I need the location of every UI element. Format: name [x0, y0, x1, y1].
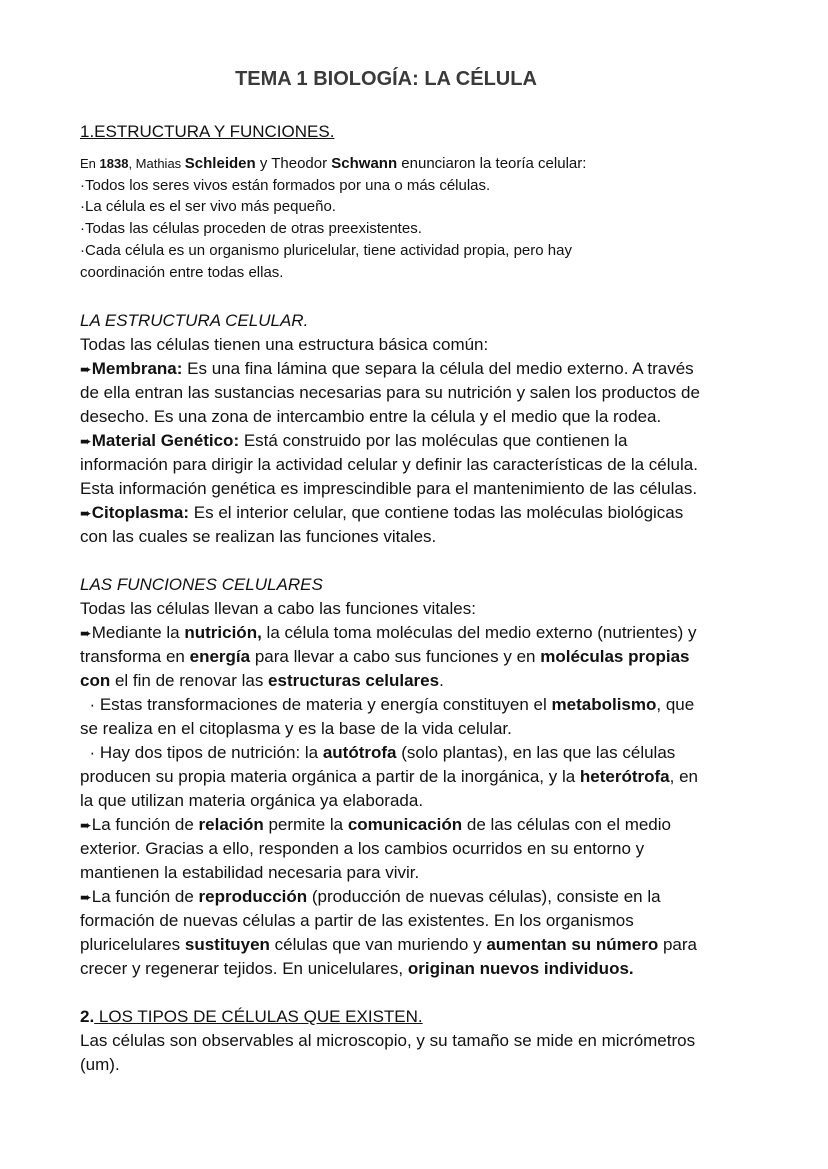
arrow-icon: ➨ — [80, 505, 92, 522]
cell-theory-point: ·La célula es el ser vivo más pequeño. — [80, 198, 336, 216]
section-2-text: Las células son observables al microscopio, y su tamaño se mide en micrómetros — [80, 1031, 696, 1051]
tipos-nutricion-line: · Hay dos tipos de nutrición: la autótrofa (solo plantas), en las que las células — [80, 743, 676, 763]
reproduccion-line: ➨La función de reproducción (producción de nuevas células), consiste en la — [80, 887, 661, 907]
nutricion-line: con el fin de renovar las estructuras celulares. — [80, 671, 444, 691]
arrow-icon: ➨ — [80, 817, 92, 834]
page-title: TEMA 1 BIOLOGÍA: LA CÉLULA — [235, 68, 537, 90]
membrana-line: de ella entran las sustancias necesarias para su nutrición y salen los productos de — [80, 383, 700, 403]
section-2 — [80, 1005, 745, 1077]
nutricion-line: ➨Mediante la nutrición, la célula toma moléculas del medio externo (nutrientes) y — [80, 623, 697, 643]
nutricion-line: transforma en energía para llevar a cabo sus funciones y en moléculas propias — [80, 647, 690, 667]
funciones-heading: LAS FUNCIONES CELULARES — [80, 575, 323, 595]
material-line: Esta información genética es imprescindible para el mantenimiento de las células. — [80, 479, 698, 499]
relacion-line: exterior. Gracias a ello, responden a los cambios ocurridos en su entorno y — [80, 839, 645, 859]
estructura-section — [80, 309, 745, 549]
material-line: información para dirigir la actividad celular y definir las características de la célula. — [80, 455, 698, 475]
metabolismo-line: · Estas transformaciones de materia y energía constituyen el metabolismo, que — [80, 695, 695, 715]
cell-theory-paragraph — [80, 153, 745, 283]
funciones-intro: Todas las células llevan a cabo las funciones vitales: — [80, 599, 476, 619]
citoplasma-line: ➨Citoplasma: Es el interior celular, que contiene todas las moléculas biológicas — [80, 503, 684, 523]
tipos-nutricion-line: producen su propia materia orgánica a partir de la inorgánica, y la heterótrofa, en — [80, 767, 698, 787]
reproduccion-line: formación de nuevas células a partir de las existentes. En los organismos — [80, 911, 634, 931]
tipos-nutricion-line: la que utilizan materia orgánica ya elaborada. — [80, 791, 424, 811]
cell-theory-point: coordinación entre todas ellas. — [80, 263, 284, 281]
membrana-line: ➨Membrana: Es una fina lámina que separa la célula del medio externo. A través — [80, 359, 694, 379]
arrow-icon: ➨ — [80, 889, 92, 906]
funciones-section — [80, 573, 745, 981]
relacion-line: mantienen la estabilidad necesaria para vivir. — [80, 863, 420, 883]
section-2-text: (um). — [80, 1055, 120, 1075]
estructura-heading: LA ESTRUCTURA CELULAR. — [80, 311, 309, 331]
cell-theory-point: ·Todos los seres vivos están formados por una o más células. — [80, 176, 491, 194]
reproduccion-line: crecer y regenerar tejidos. En unicelulares, originan nuevos individuos. — [80, 959, 634, 979]
arrow-icon: ➨ — [80, 361, 92, 378]
cell-theory-point: ·Cada célula es un organismo pluricelular, tiene actividad propia, pero hay — [80, 241, 572, 259]
material-line: ➨Material Genético: Está construido por las moléculas que contienen la — [80, 431, 628, 451]
cell-theory-intro: En 1838, Mathias Schleiden y Theodor Schwann enunciaron la teoría celular: — [80, 155, 587, 172]
estructura-intro: Todas las células tienen una estructura básica común: — [80, 335, 489, 355]
section-1-heading: 1.ESTRUCTURA Y FUNCIONES. — [80, 122, 335, 141]
reproduccion-line: pluricelulares sustituyen células que van muriendo y aumentan su número para — [80, 935, 697, 955]
metabolismo-line: se realiza en el citoplasma y es la base de la vida celular. — [80, 719, 512, 739]
section-2-heading: 2. LOS TIPOS DE CÉLULAS QUE EXISTEN. — [80, 1007, 423, 1027]
cell-theory-point: ·Todas las células proceden de otras preexistentes. — [80, 220, 422, 238]
arrow-icon: ➨ — [80, 625, 92, 642]
arrow-icon: ➨ — [80, 433, 92, 450]
citoplasma-line: con las cuales se realizan las funciones vitales. — [80, 527, 437, 547]
relacion-line: ➨La función de relación permite la comunicación de las células con el medio — [80, 815, 671, 835]
membrana-line: desecho. Es una zona de intercambio entre la célula y el medio que la rodea. — [80, 407, 662, 427]
document-body — [80, 120, 745, 1077]
